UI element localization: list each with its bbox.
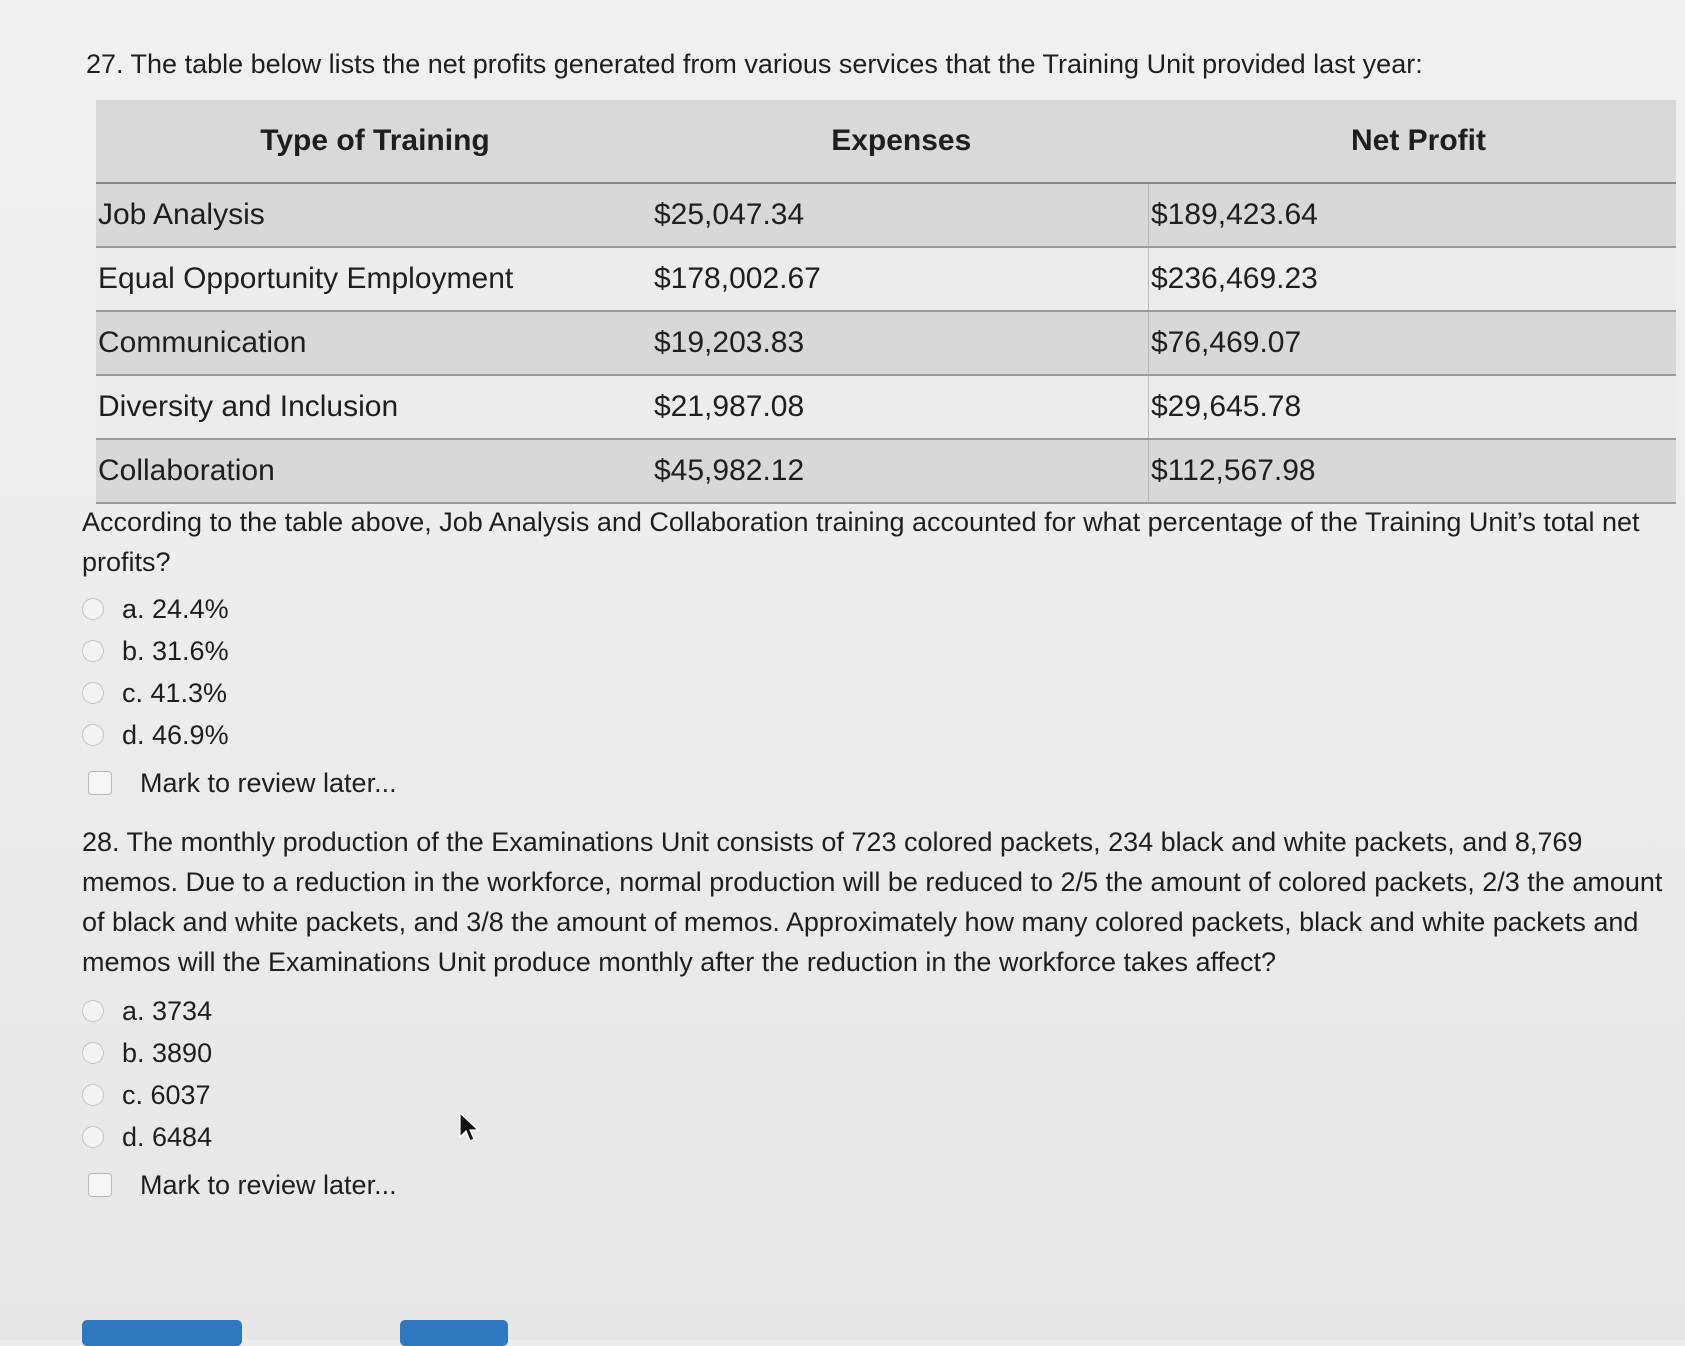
mouse-cursor-icon	[458, 1112, 480, 1144]
question-28-options	[82, 990, 397, 1208]
radio-button[interactable]	[82, 598, 104, 620]
question-27-prompt: According to the table above, Job Analysis and Collaboration training accounted for what percentage of the Training Unit’s total net profits?	[82, 507, 1640, 577]
cell-net-profit: $29,645.78	[1149, 375, 1677, 439]
cell-expenses: $45,982.12	[654, 439, 1149, 503]
option-28-a[interactable]	[82, 990, 397, 1032]
option-27-d[interactable]	[82, 714, 397, 756]
cell-training-type: Diversity and Inclusion	[96, 375, 654, 439]
cell-expenses: $21,987.08	[654, 375, 1149, 439]
question-27-options	[82, 588, 397, 806]
cell-net-profit: $112,567.98	[1149, 439, 1677, 503]
header-expenses: Expenses	[654, 100, 1149, 183]
cell-expenses: $19,203.83	[654, 311, 1149, 375]
option-label: a. 24.4%	[122, 593, 229, 624]
cell-training-type: Job Analysis	[96, 183, 654, 247]
option-28-d[interactable]	[82, 1116, 397, 1158]
radio-button[interactable]	[82, 724, 104, 746]
cell-training-type: Collaboration	[96, 439, 654, 503]
cell-training-type: Equal Opportunity Employment	[96, 247, 654, 311]
option-label: b. 3890	[122, 1037, 213, 1068]
table-header-row	[96, 100, 1676, 183]
radio-button[interactable]	[82, 1126, 104, 1148]
cell-training-type: Communication	[96, 311, 654, 375]
option-label: b. 31.6%	[122, 635, 229, 666]
table-row	[96, 439, 1676, 503]
cell-net-profit: $189,423.64	[1149, 183, 1677, 247]
table-row	[96, 183, 1676, 247]
cell-expenses: $178,002.67	[654, 247, 1149, 311]
option-label: d. 46.9%	[122, 719, 229, 750]
option-27-c[interactable]	[82, 672, 397, 714]
review-label: Mark to review later...	[140, 767, 397, 798]
net-profit-table	[96, 100, 1676, 504]
radio-button[interactable]	[82, 640, 104, 662]
header-net-profit: Net Profit	[1149, 100, 1677, 183]
mark-review-27[interactable]	[82, 760, 397, 806]
header-type-of-training: Type of Training	[96, 100, 654, 183]
option-label: d. 6484	[122, 1121, 213, 1152]
option-label: c. 6037	[122, 1079, 211, 1110]
review-label: Mark to review later...	[140, 1169, 397, 1200]
option-28-c[interactable]	[82, 1074, 397, 1116]
option-28-b[interactable]	[82, 1032, 397, 1074]
table-row	[96, 375, 1676, 439]
review-checkbox[interactable]	[88, 1173, 112, 1197]
table-row	[96, 311, 1676, 375]
option-27-a[interactable]	[82, 588, 397, 630]
cell-net-profit: $76,469.07	[1149, 311, 1677, 375]
next-button[interactable]	[400, 1320, 508, 1346]
option-27-b[interactable]	[82, 630, 397, 672]
review-checkbox[interactable]	[88, 771, 112, 795]
cell-expenses: $25,047.34	[654, 183, 1149, 247]
previous-button[interactable]	[82, 1320, 242, 1346]
option-label: c. 41.3%	[122, 677, 228, 708]
question-28-prompt: 28. The monthly production of the Examinations Unit consists of 723 colored packets, 234 black and white packets, and 8,769 memos. Due to a reduction in the workforce, normal production will be reduced to 2/5 the amount of colored packets, 2/3 the amount of black and white packets, and 3/8 the amount of memos. Approximately how many colored packets, black and white packets and memos will the Examinations Unit produce monthly after the reduction in the workforce takes affect?	[82, 827, 1663, 977]
table-row	[96, 247, 1676, 311]
mark-review-28[interactable]	[82, 1162, 397, 1208]
radio-button[interactable]	[82, 1000, 104, 1022]
cell-net-profit: $236,469.23	[1149, 247, 1677, 311]
question-27-title: 27. The table below lists the net profits generated from various services that the Training Unit provided last year:	[86, 49, 1423, 79]
radio-button[interactable]	[82, 1084, 104, 1106]
radio-button[interactable]	[82, 682, 104, 704]
option-label: a. 3734	[122, 995, 213, 1026]
radio-button[interactable]	[82, 1042, 104, 1064]
